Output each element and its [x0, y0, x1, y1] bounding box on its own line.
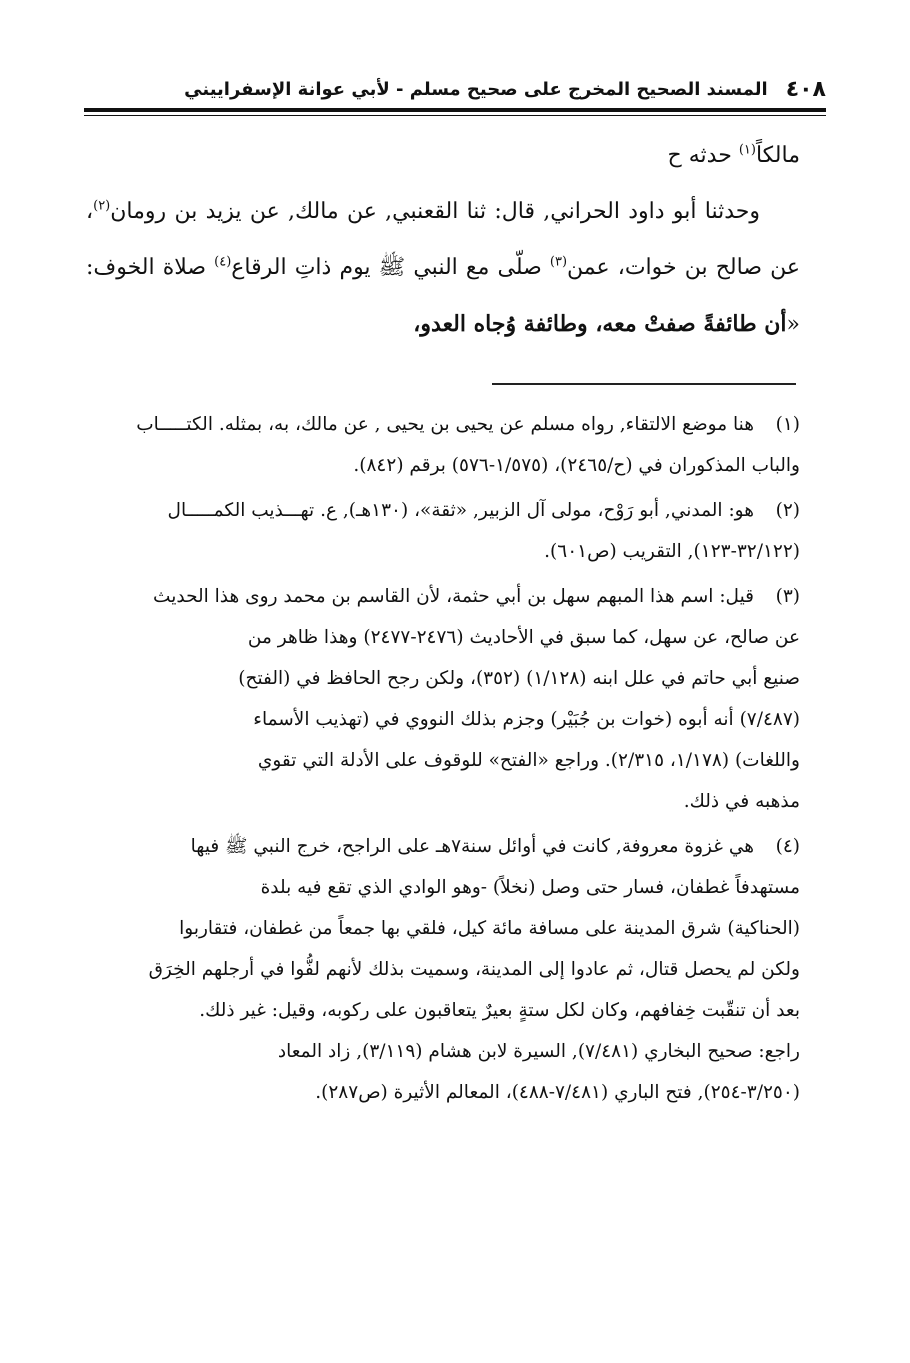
footnote-1: (١) هنا موضع الالتقاء, رواه مسلم عن يحيى بن يحيى , عن مالك، به، بمثله. الكتـــــاب والباب المذكوران في (ح/٢٤٦٥)، (١/٥٧٥-٥٧٦) برقم (٨٤٢). [84, 404, 800, 486]
footnote-number: (٤) [775, 836, 800, 857]
page-number: ٤٠٨ [785, 76, 826, 102]
footnote-number: (٢) [775, 500, 800, 521]
header-rule-thin [84, 115, 826, 116]
footnote-ref-4: (٤) [214, 254, 232, 270]
footnote-ref-3: (٣) [549, 254, 568, 270]
main-paragraph: وحدثنا أبو داود الحراني, قال: ثنا القعنبي, عن مالك, عن يزيد بن رومان$^{(٢)}$، عن صالح بن خوات، عمن$^{(٣)}$ صلّى مع النبي ﷺ يوم ذاتِ الرقاع$^{(٤)}$ صلاة الخوف: «أن طائفةً صفتْ معه، وطائفة وُجاه العدو، [86, 198, 800, 337]
footnote-separator [492, 383, 796, 385]
footnote-4: (٤) هي غزوة معروفة, كانت في أوائل سنة٧هـ على الراجح، خرج النبي ﷺ فيها مستهدفاً غطفان، فسار حتى وصل (نخلاً) -وهو الوادي الذي تقع فيه بلدة (الحناكية) شرق المدينة على مسافة مائة كيل، فلقي بها جمعاً من غطفان، فتقاربوا ولكن لم يحصل قتال، ثم عادوا إلى المدينة، وسميت بذلك لأنهم لفُّوا في أرجلهم الخِرَق بعد أن تنقّبت خِفافهم، وكان لكل ستةٍ بعيرٌ يتعاقبون على ركوبه، وقيل: غير ذلك. راجع: صحيح البخاري (٧/٤٨١), السيرة لابن هشام (٣/١١٩), زاد المعاد (٣/٢٥٠-٢٥٤), فتح الباري (٧/٤٨١-٤٨٨)، المعالم الأثيرة (ص٢٨٧). [84, 826, 800, 1113]
footnote-2: (٢) هو: المدني, أبو رَوْح، مولى آل الزبير, «ثقة»، (١٣٠هـ), ع. تهـــذيب الكمـــــال (٣٢/١٢٢-١٢٣), التقريب (ص٦٠١). [84, 490, 800, 572]
header-rule-thick [84, 108, 826, 112]
page-header [84, 72, 826, 106]
hadith-text: أن طائفةً صفتْ معه، وطائفة وُجاه العدو، [413, 311, 787, 337]
running-title: المسند الصحيح المخرج على صحيح مسلم - لأبي عوانة الإسفراييني [184, 78, 768, 100]
footnote-number: (١) [775, 414, 800, 435]
footnote-3: (٣) قيل: اسم هذا المبهم سهل بن أبي حثمة، لأن القاسم بن محمد روى هذا الحديث عن صالح، عن سهل، كما سبق في الأحاديث (٢٤٧٦-٢٤٧٧) وهذا ظاهر من صنيع أبي حاتم في علل ابنه (١/١٢٨) (٣٥٢)، ولكن رجح الحافظ في (الفتح) (٧/٤٨٧) أنه أبوه (خوات بن جُبَيْر) وجزم بذلك النووي في (تهذيب الأسماء واللغات) (١/١٧٨، ٢/٣١٥). وراجع «الفتح» للوقوف على الأدلة التي تقوي مذهبه في ذلك. [84, 576, 800, 822]
main-text [86, 128, 800, 353]
footnotes [84, 404, 800, 1117]
main-line-1: مالكاً$^{(١)}$ حدثه ح [667, 142, 800, 168]
footnote-number: (٣) [775, 586, 800, 607]
footnote-ref-1: (١) [738, 142, 756, 158]
footnote-ref-2: (٢) [93, 198, 111, 214]
